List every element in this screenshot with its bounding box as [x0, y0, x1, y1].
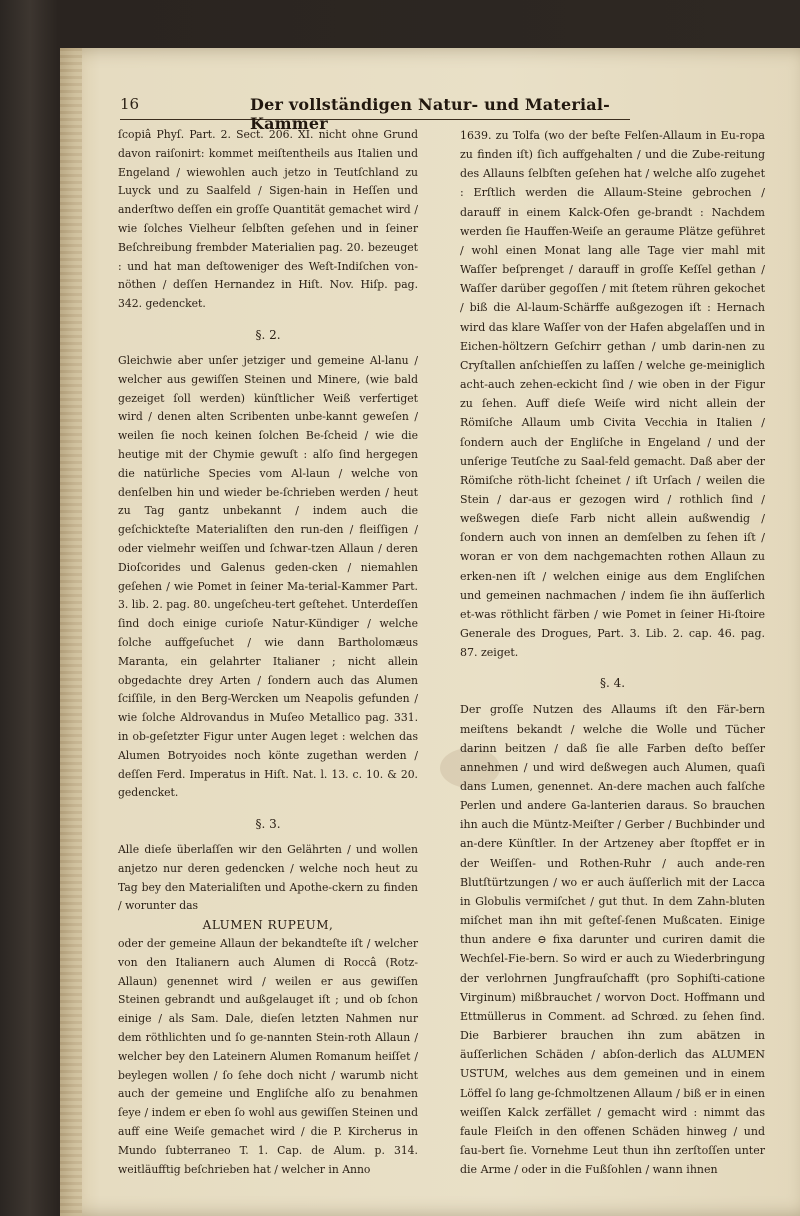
page-number: 16 — [120, 95, 140, 113]
section-2-heading: §. 2. — [255, 327, 281, 342]
page-header — [120, 95, 630, 133]
page-gutter — [60, 48, 82, 1216]
right-column — [460, 126, 765, 1179]
running-head: Der vollständigen Natur- und Material-Kammer — [250, 95, 610, 133]
left-paragraph-3a: Alle dieſe überlaſſen wir den Gelährten / und wollen anjetzo nur deren gedencken / welche noch heut zu Tag bey den Materialiſten und Apothe-ckern zu finden / worunter das — [118, 843, 418, 913]
section-3-heading: §. 3. — [255, 817, 281, 832]
right-paragraph-1: 1639. zu Tolfa (wo der beſte Felſen-Allaum in Eu-ropa zu finden iſt) ſich auffgehalten / und die Zube-reitung des Allauns ſelbſten geſehen hat / welche alſo zugehet : Erſtlich werden die Allaum-Steine gebrochen / darauff in einem Kalck-Ofen ge-brandt : Nachdem werden ſie Hauffen-Weiſe an geraume Plätze geführet / wohl einen Monat lang alle Tage vier mahl mit Waſſer beſprenget / darauff in groſſe Keſſel gethan / Waſſer darüber gegoſſen / mit ſtetem rühren gekochet / biß die Al-laum-Schärffe außgezogen iſt : Hernach wird das klare Waſſer von der Hafen abgelaſſen und in Eichen-höltzern Geſchirr gethan / umb darin-nen zu Cryſtallen anſchieſſen zu laſſen / welche ge-meiniglich acht-auch zehen-eckicht ſind / wie oben in der Figur zu ſehen. Auff dieſe Weiſe wird nicht allein der Römiſche Allaum umb Civita Vecchia in Italien / ſondern auch der Engliſche in Engeland / und der unſerige Teutſche zu Saal-feld gemacht. Daß aber der Römiſche röth-licht ſcheinet / iſt Urſach / weilen die Stein / dar-aus er gezogen wird / rothlich ſind / weßwegen dieſe Farb nicht allein außwendig / ſondern auch von innen an demſelben zu ſehen iſt / woran er von dem nachgemachten rothen Allaun zu erken-nen iſt / welchen einige aus dem Engliſchen und gemeinen nachmachen / indem ſie ihn äuſſerlich et-was röthlicht färben / wie Pomet in ſeiner Hi-ſtoire Generale des Drogues, Part. 3. Lib. 2. cap. 46. pag. 87. zeiget. — [460, 129, 765, 660]
left-paragraph-2: Gleichwie aber unſer jetziger und gemeine Al-lanu / welcher aus gewiſſen Steinen und Minere, (wie bald gezeiget ſoll werden) künſtlicher Weiß verfertiget wird / denen alten Scribenten unbe-kannt geweſen / weilen ſie noch keinen ſolchen Be-ſcheid / wie die heutige mit der Chymie gewuſt : alſo ſind hergegen die natürliche Species vom Al-laun / welche von denſelben hin und wieder be-ſchrieben werden / heut zu Tag gantz unbekannt / indem auch die geſchickteſte Materialiſten den run-den / fleiſſigen / oder vielmehr weiſſen und ſchwar-tzen Allaun / deren Dioſcorides und Galenus geden-cken / niemahlen geſehen / wie Pomet in ſeiner Ma-terial-Kammer Part. 3. lib. 2. pag. 80. ungeſcheu-tert geſtehet. Unterdeſſen ſind doch einige curioſe Natur-Kündiger / welche ſolche auffgeſuchet / wie dann Bartholomæus Maranta, ein gelahrter Italianer ; nicht allein obgedachte drey Arten / ſondern auch das Alumen ſciſſile, in den Berg-Wercken um Neapolis gefunden / wie ſolche Aldrovandus in Muſeo Metallico pag. 331. in ob-geſetzter Figur unter Augen leget : welchen das Alumen Botryoides noch könte zugethan werden / deſſen Ferd. Imperatus in Hiſt. Nat. l. 13. c. 10. & 20. gedencket. — [118, 353, 418, 800]
left-paragraph-1: ſcopiâ Phyſ. Part. 2. Sect. 206. XI. nicht ohne Grund davon raiſonirt: kommet meiſtentheils aus Italien und Engeland / wiewohlen auch jetzo in Teutſchland zu Luyck und zu Saalfeld / Sigen-hain in Heſſen und anderſtwo deſſen ein groſſe Quantität gemachet wird / wie ſolches Vielheur ſelbſten geſehen und in ſeiner Beſchreibung frembder Materialien pag. 20. bezeuget : und hat man deſtoweniger des Weſt-Indiſchen von-nöthen / deſſen Hernandez in Hiſt. Nov. Hiſp. pag. 342. gedencket. — [118, 128, 418, 311]
left-paragraph-3b: oder der gemeine Allaun der bekandteſte iſt / welcher von den Italianern auch Alumen di Roccâ (Rotz-Allaun) genennet wird / weilen er aus gewiſſen Steinen gebrandt und außgelauget iſt ; und ob ſchon einige / als Sam. Dale, dieſen letzten Nahmen nur dem röthlichten und ſo ge-nannten Stein-roth Allaun / welcher bey den Lateinern Alumen Romanum heiſſet / beylegen wollen / ſo ſehe doch nicht / warumb nicht auch der gemeine und Engliſche alſo zu benahmen ſeye / indem er eben ſo wohl aus gewiſſen Steinen und auff eine Weiſe gemachet wird / die P. Kircherus in Mundo ſubterraneo T. 1. Cap. de Alum. p. 314. weitläufftig beſchrieben hat / welcher in Anno — [118, 937, 418, 1176]
alumen-rupeum-heading: ALUMEN RUPEUM, — [202, 918, 334, 933]
left-column — [118, 126, 418, 1179]
right-paragraph-2: Der groſſe Nutzen des Allaums iſt den Fär-bern meiſtens bekandt / welche die Wolle und Tücher darinn beitzen / daß ſie alle Farben deſto beſſer annehmen / und wird deßwegen auch Alumen, quaſi dans Lumen, genennet. An-dere machen auch falſche Perlen und andere Ga-lanterien daraus. So brauchen ihn auch die Müntz-Meiſter / Gerber / Buchbinder und an-dere Künſtler. In der Artzeney aber ſtopffet er in der Weiſſen- und Rothen-Ruhr / auch ande-ren Blutſtürtzungen / wo er auch äuſſerlich mit der Lacca in Globulis vermiſchet / gut thut. In dem Zahn-bluten miſchet man ihn mit geſteſ-ſenen Mußcaten. Einige thun andere ⊖ fixa darunter und curiren damit die Wechſel-Fie-bern. So wird er auch zu Wiederbringung der verlohrnen Jungfrauſchafft (pro Sophiſti-catione Virginum) mißbrauchet / worvon Doct. Hoffmann und Ettmüllerus in Comment. ad Schrœd. zu ſehen ſind. Die Barbierer brauchen ihn zum abätzen in äuſſerlichen Schäden / abſon-derlich das ALUMEN USTUM, welches aus dem gemeinen und in einem Löffel ſo lang ge-ſchmoltzenen Allaum / biß er in einen weiſſen Kalck zerfället / gemacht wird : nimmt das faule Fleiſch in den offenen Schäden hinweg / und ſau-bert ſie. Vornehme Leut thun ihn zerſtoſſen unter die Arme / oder in die Fußſohlen / wann ihnen — [460, 703, 765, 1177]
section-4-heading: §. 4. — [599, 676, 626, 691]
